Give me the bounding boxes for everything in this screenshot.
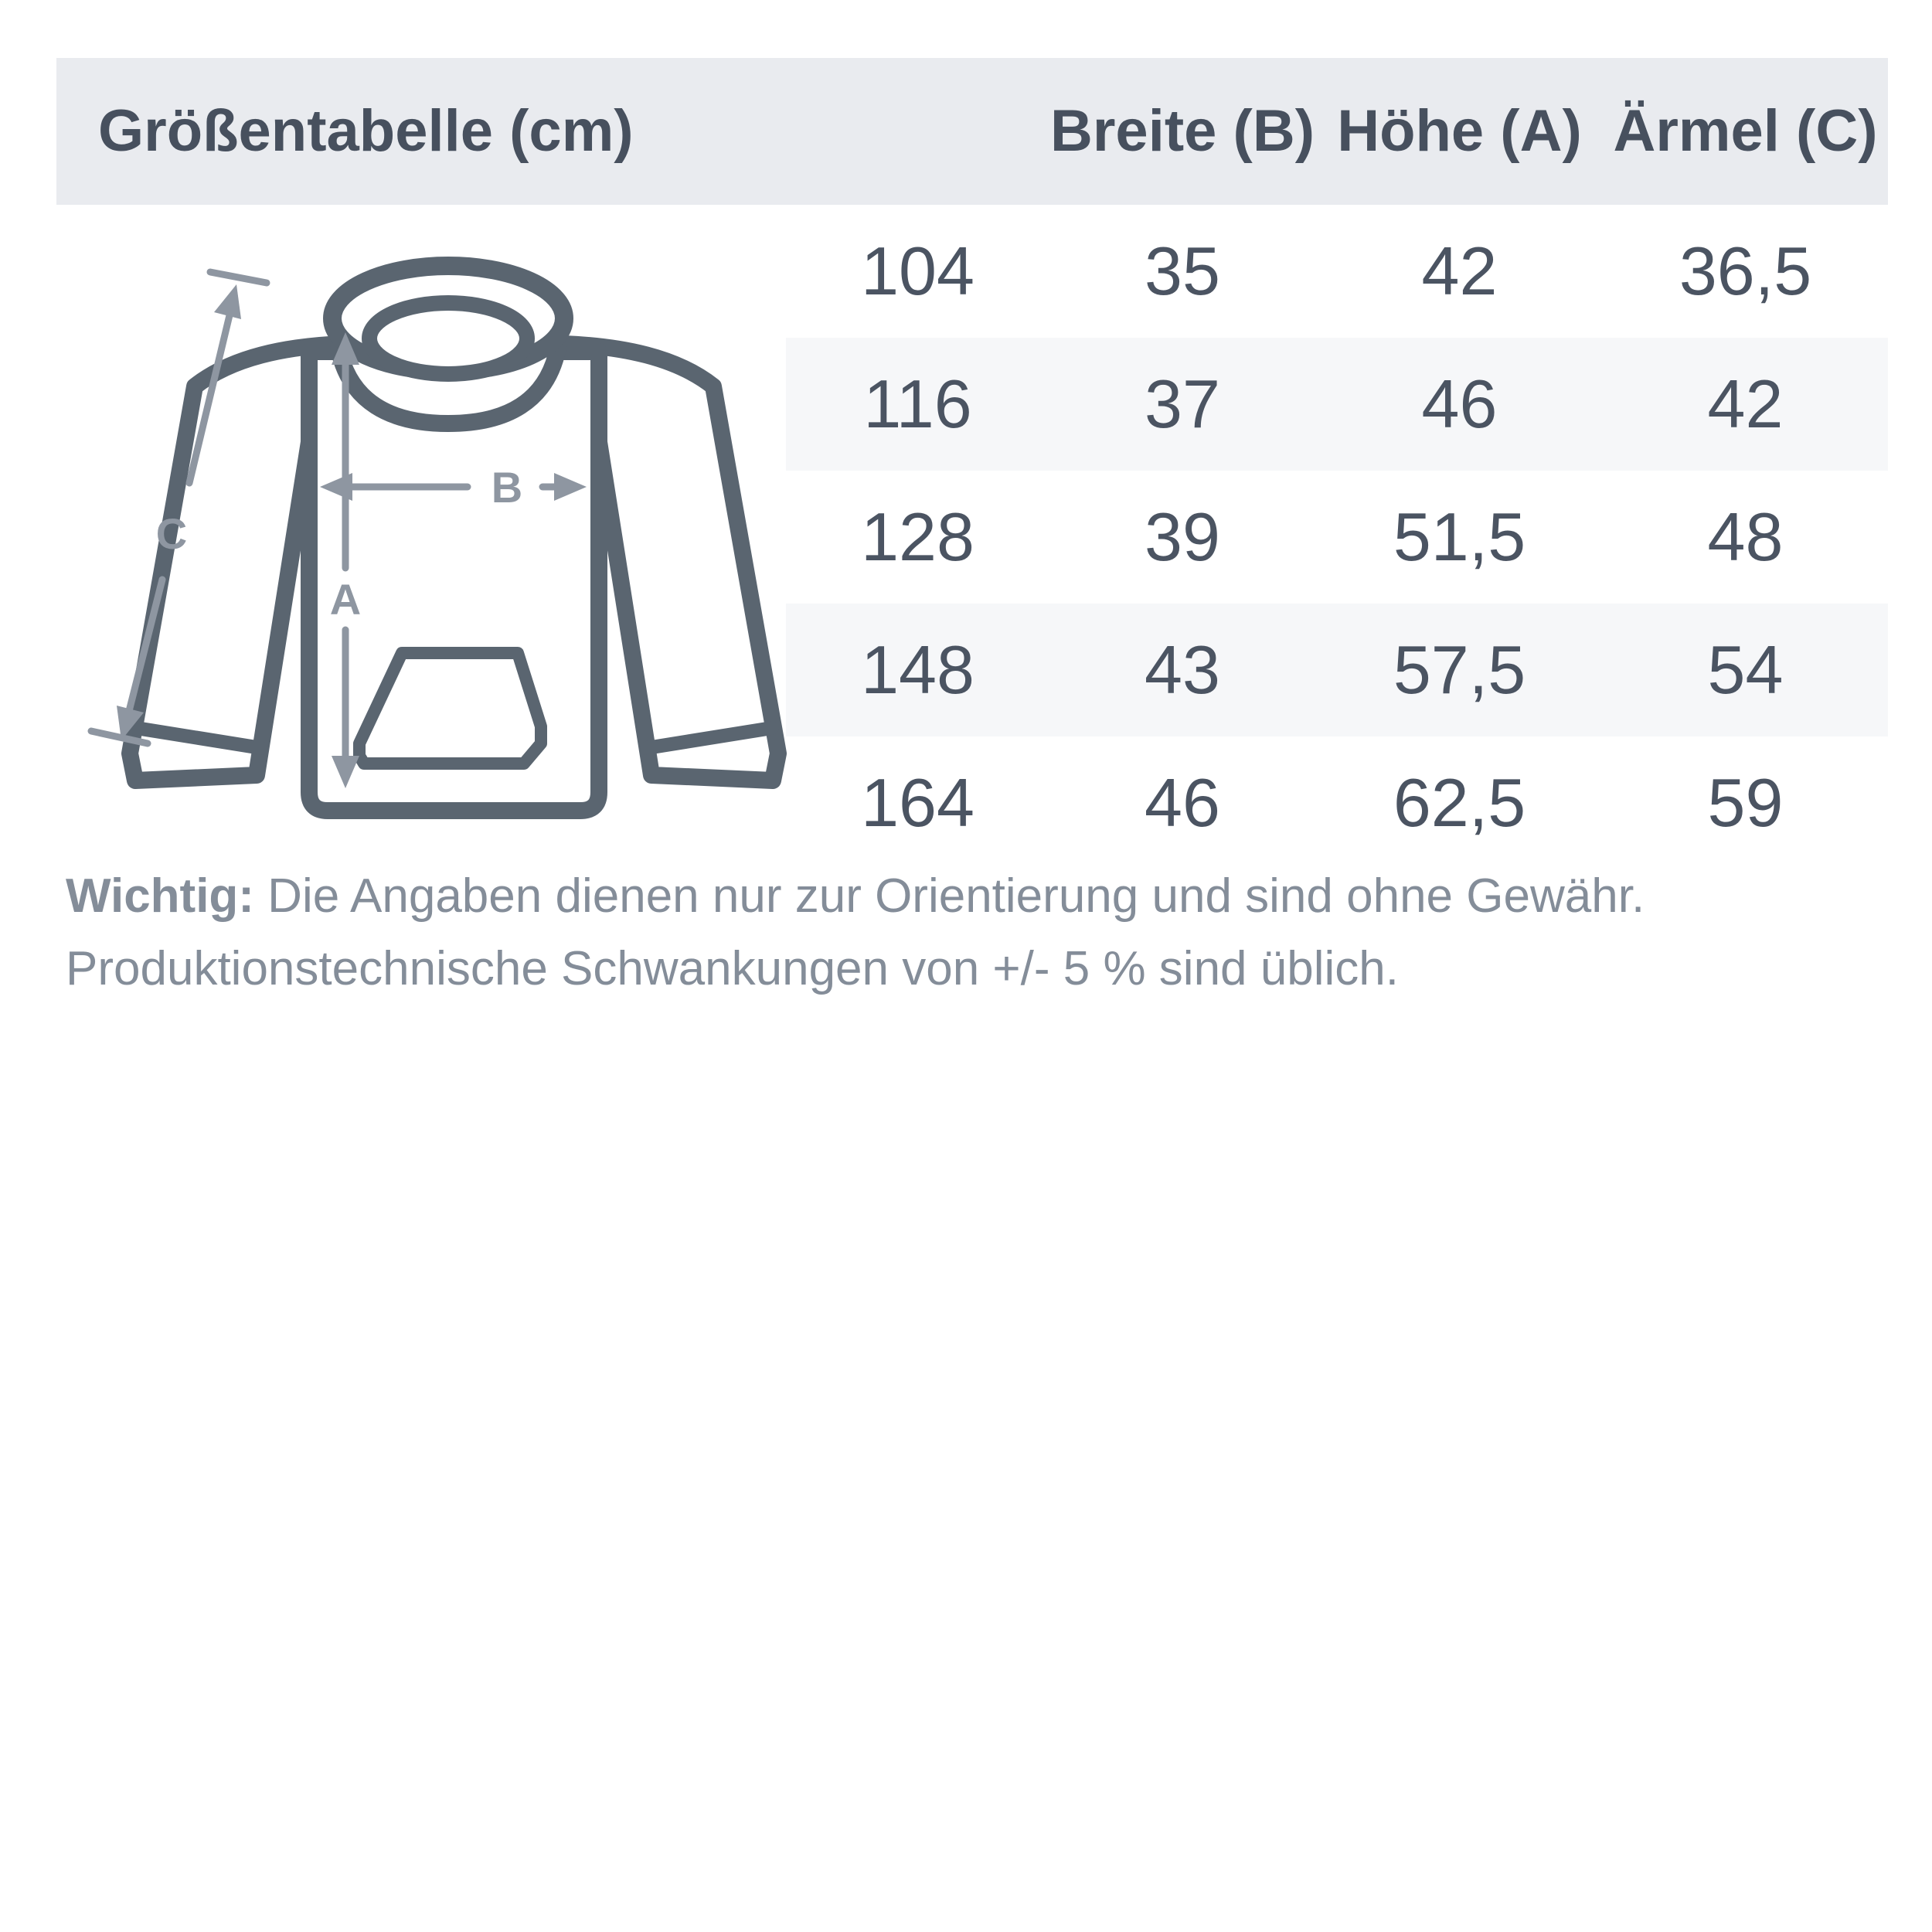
cell-hoehe: 42 <box>1421 233 1498 309</box>
cell-aermel: 48 <box>1707 498 1784 575</box>
table-row <box>786 338 1888 471</box>
page-title: Größentabelle (cm) <box>98 98 634 164</box>
note-line2: Produktionstechnische Schwankungen von +/- 5 % sind üblich. <box>66 942 1399 995</box>
table-row <box>786 471 1888 604</box>
cell-aermel: 54 <box>1707 631 1784 708</box>
cell-size: 104 <box>861 233 975 309</box>
cell-size: 116 <box>863 366 972 442</box>
table-row <box>786 736 1888 869</box>
label-c: C <box>155 509 188 558</box>
label-b: B <box>491 463 523 512</box>
cell-hoehe: 51,5 <box>1393 498 1526 575</box>
cell-breite: 46 <box>1145 764 1220 841</box>
size-table <box>786 205 1888 869</box>
column-header-breite: Breite (B) <box>1049 98 1315 164</box>
hoodie-size-diagram <box>46 193 819 835</box>
cell-breite: 35 <box>1145 233 1220 309</box>
table-row <box>786 604 1888 736</box>
cell-aermel: 59 <box>1707 764 1784 841</box>
cell-breite: 39 <box>1145 498 1220 575</box>
cell-aermel: 36,5 <box>1679 233 1812 309</box>
size-note <box>66 860 1889 1005</box>
cell-size: 128 <box>861 498 975 575</box>
cell-hoehe: 57,5 <box>1393 631 1526 708</box>
column-header-aermel: Ärmel (C) <box>1613 98 1878 164</box>
cell-breite: 37 <box>1145 366 1220 442</box>
cell-hoehe: 46 <box>1421 366 1498 442</box>
note-line1: Die Angaben dienen nur zur Orientierung und sind ohne Gewähr. <box>253 869 1645 923</box>
note-lead: Wichtig: <box>66 869 254 923</box>
hoodie-outline-icon <box>130 266 778 811</box>
cell-size: 164 <box>861 764 975 841</box>
label-a: A <box>329 575 362 624</box>
column-header-spacer <box>786 58 1049 205</box>
size-chart-header <box>56 58 1888 205</box>
cell-hoehe: 62,5 <box>1393 764 1526 841</box>
cell-size: 148 <box>861 631 975 708</box>
cell-breite: 43 <box>1145 631 1220 708</box>
column-header-hoehe: Höhe (A) <box>1337 98 1582 164</box>
column-headers <box>786 58 1887 205</box>
table-row <box>786 205 1888 338</box>
cell-aermel: 42 <box>1707 366 1784 442</box>
